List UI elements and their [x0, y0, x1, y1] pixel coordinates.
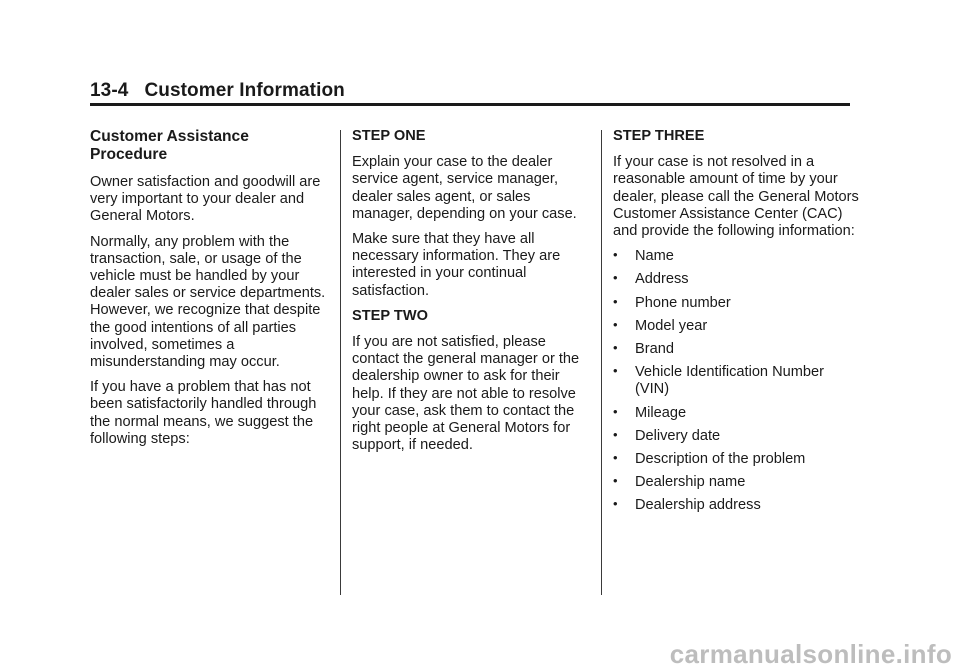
paragraph: Explain your case to the dealer service agent, service manager, dealer sales agent, or sales manager, depending on your case. [352, 154, 577, 222]
list-item-text: Address [635, 271, 689, 288]
list-item [613, 295, 861, 312]
page-number: 13-4 [90, 80, 129, 101]
list-item-text: Dealership name [635, 474, 746, 491]
chapter-title: Customer Information [144, 80, 345, 101]
column-2 [352, 128, 592, 462]
bullet-icon: • [613, 340, 618, 356]
step-one-heading: STEP ONE [352, 128, 426, 144]
paragraph: Make sure that they have all necessary information. They are interested in your continual satisfaction. [352, 231, 561, 299]
bullet-icon: • [613, 293, 618, 309]
list-item [613, 318, 861, 335]
paragraph: If you have a problem that has not been satisfactorily handled through the normal means, we suggest the following steps: [90, 379, 317, 447]
bullet-icon: • [613, 403, 618, 419]
list-item [613, 497, 861, 514]
paragraph: Owner satisfaction and goodwill are very important to your dealer and General Motors. [90, 174, 321, 225]
list-item [613, 364, 861, 398]
list-item-text: Delivery date [635, 427, 721, 444]
list-item-text: Model year [635, 317, 708, 334]
list-item [613, 428, 861, 445]
list-item-text: Mileage [635, 404, 687, 421]
step-two-heading: STEP TWO [352, 307, 428, 324]
bullet-icon: • [613, 270, 618, 286]
list-item-text: Dealership address [635, 497, 761, 514]
column-divider [340, 130, 341, 595]
header-rule [90, 103, 850, 106]
list-item-text: Description of the problem [635, 451, 806, 468]
info-list [613, 248, 861, 514]
list-item-text: Phone number [635, 294, 731, 311]
list-item [613, 451, 861, 468]
bullet-icon: • [613, 316, 618, 332]
bullet-icon: • [613, 363, 618, 379]
list-item [613, 341, 861, 358]
list-item [613, 271, 861, 288]
bullet-icon: • [613, 426, 618, 442]
list-item [613, 248, 861, 265]
list-item [613, 405, 861, 422]
bullet-icon: • [613, 450, 618, 466]
section-title: Customer Assistance Procedure [90, 128, 249, 163]
page-header [90, 80, 345, 102]
bullet-icon: • [613, 496, 618, 512]
list-item-text: Vehicle Identification Number (VIN) [635, 364, 825, 398]
column-3 [613, 128, 861, 521]
paragraph: If your case is not resolved in a reasonable amount of time by your dealer, please call the General Motors Customer Assistance Center (CAC) and provide the following information: [613, 154, 859, 240]
list-item-text: Brand [635, 341, 674, 358]
column-divider [601, 130, 602, 595]
paragraph: Normally, any problem with the transaction, sale, or usage of the vehicle must be handled by your dealer sales or service departments. However, we recognize that despite the good intentions of all parties involved, sometimes a misunderstanding may occur. [90, 233, 326, 371]
paragraph: If you are not satisfied, please contact the general manager or the dealership owner to ask for their help. If they are not able to resolve your case, ask them to contact the right people at General Motors for support, if needed. [352, 334, 580, 454]
bullet-icon: • [613, 473, 618, 489]
bullet-icon: • [613, 247, 618, 263]
step-three-heading: STEP THREE [613, 128, 705, 144]
list-item-text: Name [635, 248, 674, 265]
list-item [613, 474, 861, 491]
column-1 [90, 128, 330, 456]
watermark-text: carmanualsonline.info [669, 639, 952, 669]
